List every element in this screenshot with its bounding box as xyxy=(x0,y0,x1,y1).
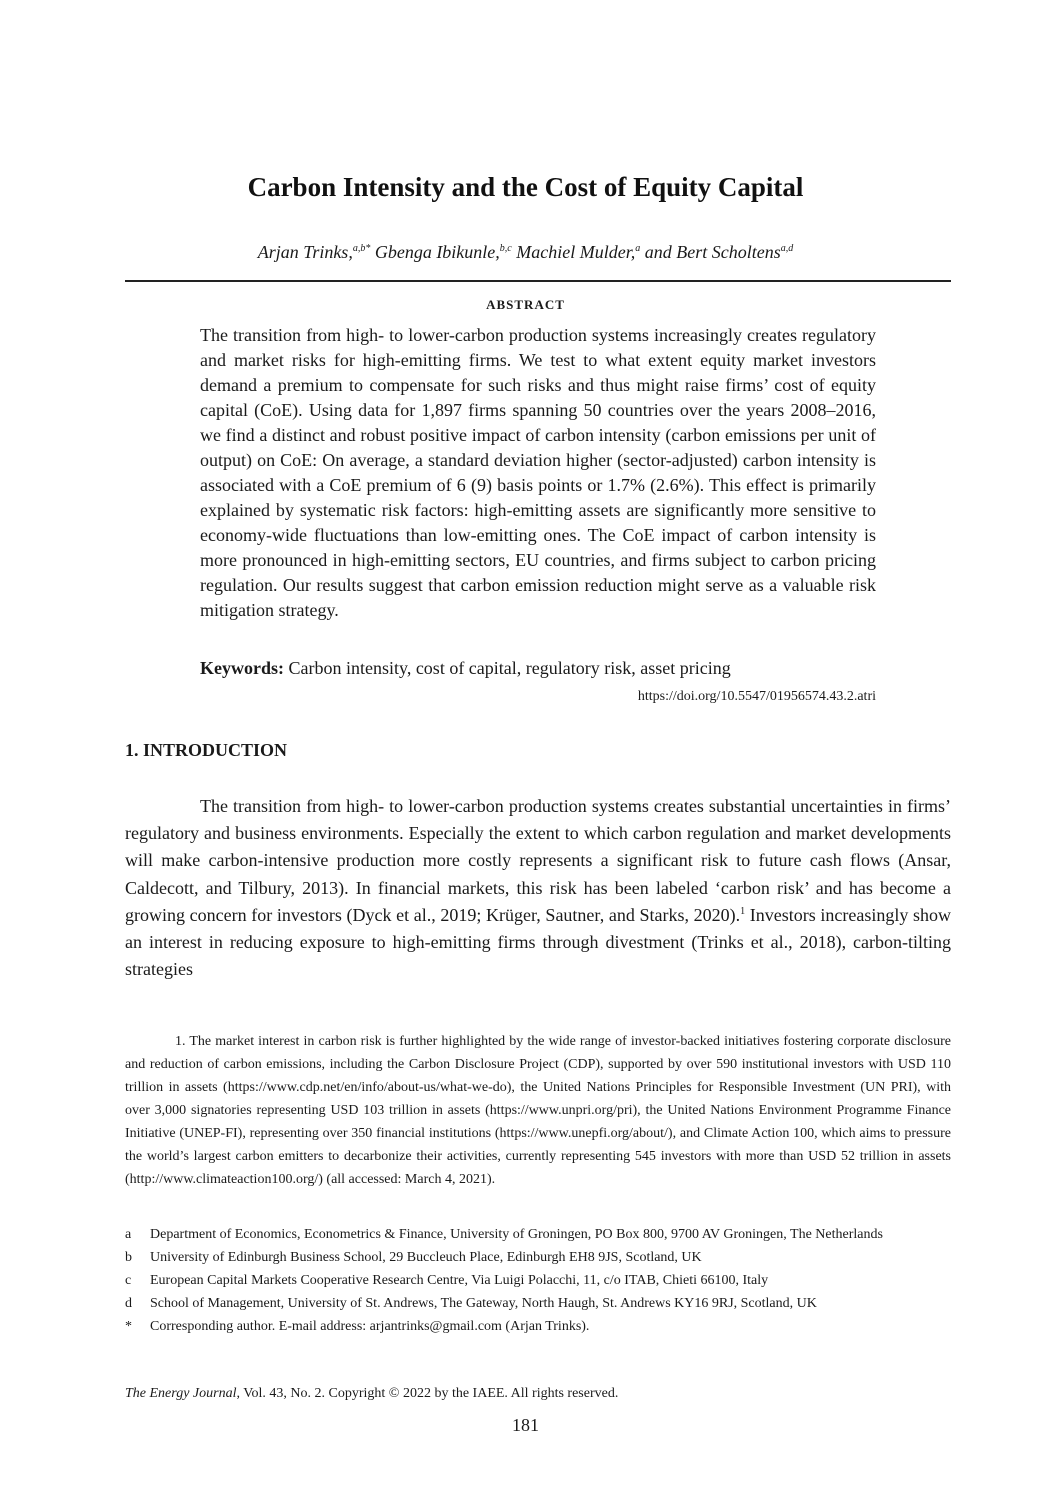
intro-text-part1: The transition from high- to lower-carbon production systems creates substantial uncertainties in firms’ regulatory and business environments. Especially the extent to which carbon regulation and market developments will make carbon-intensive production more costly represents a significant risk to future cash flows (Ansar, Caldecott, and Tilbury, 2013). In financial markets, this risk has been labeled ‘carbon risk’ and has become a growing concern for investors (Dyck et al., 2019; Krüger, Sautner, and Starks, 2020). xyxy=(125,796,951,925)
footnote-1 xyxy=(125,1030,951,1191)
affiliation-mark: b xyxy=(125,1250,132,1265)
page-number: 181 xyxy=(512,1415,539,1435)
author-list xyxy=(0,242,1051,263)
journal-details: , Vol. 43, No. 2. Copyright © 2022 by the IAEE. All rights reserved. xyxy=(236,1386,619,1401)
abstract-heading: ABSTRACT xyxy=(486,297,565,312)
author-name: Machiel Mulder, xyxy=(516,242,636,262)
journal-citation xyxy=(125,1386,618,1402)
author-name: Arjan Trinks, xyxy=(257,242,353,262)
keywords-text: Carbon intensity, cost of capital, regulatory risk, asset pricing xyxy=(284,658,731,678)
author-affiliation-mark: a xyxy=(635,243,641,254)
author-affiliation-mark: a,b* xyxy=(352,243,371,254)
footnote-text: The market interest in carbon risk is further highlighted by the wide range of investor-backed initiatives fostering corporate disclosure and reduction of carbon emissions, including the Carbon Disclosure Project (CDP), supported by over 590 institutional investors with USD 110 trillion in assets (https://www.cdp.net/en/info/about-us/what-we-do), the United Nations Principles for Responsible Investment (UN PRI), with over 3,000 signatories representing USD 103 trillion in assets (https://www.unpri.org/pri), the United Nations Environment Programme Finance Initiative (UNEP-FI), representing over 350 financial institutions (https://www.unepfi.org/about/), and Climate Action 100, which aims to pressure the world’s largest carbon emitters to decarbonize their activities, currently representing 545 investors with more than USD 52 trillion in assets (http://www.climateaction100.org/) (all accessed: March 4, 2021). xyxy=(125,1034,951,1187)
author-name: and Bert Scholtens xyxy=(644,242,781,262)
section-heading-introduction: 1. INTRODUCTION xyxy=(125,740,288,760)
affiliation-item xyxy=(125,1292,951,1315)
affiliation-mark: a xyxy=(125,1227,132,1242)
affiliation-text: European Capital Markets Cooperative Research Centre, Via Luigi Polacchi, 11, c/o ITAB, Chieti 66100, Italy xyxy=(150,1273,769,1288)
paper-title: Carbon Intensity and the Cost of Equity Capital xyxy=(247,172,804,202)
affiliation-item xyxy=(125,1315,951,1338)
title-divider xyxy=(125,280,951,282)
affiliation-item xyxy=(125,1246,951,1269)
affiliation-item xyxy=(125,1223,951,1246)
footnote-number: 1. xyxy=(175,1034,186,1049)
keywords-label: Keywords: xyxy=(200,658,284,678)
journal-name: The Energy Journal xyxy=(125,1386,237,1401)
affiliation-item xyxy=(125,1269,951,1292)
author-affiliation-mark: b,c xyxy=(499,243,512,254)
abstract-text: The transition from high- to lower-carbon production systems increasingly creates regulatory and market risks for high-emitting firms. We test to what extent equity market investors demand a premium to compensate for such risks and thus might raise firms’ cost of equity capital (CoE). Using data for 1,897 firms spanning 50 countries over the years 2008–2016, we find a distinct and robust positive impact of carbon intensity (carbon emissions per unit of output) on CoE: On average, a standard deviation higher (sector-adjusted) carbon intensity is associated with a CoE premium of 6 (9) basis points or 1.7% (2.6%). This effect is primarily explained by systematic risk factors: high-emitting assets are significantly more sensitive to economy-wide fluctuations than low-emitting ones. The CoE impact of carbon intensity is more pronounced in high-emitting sectors, EU countries, and firms subject to carbon pricing regulation. Our results suggest that carbon emission reduction might serve as a valuable risk mitigation strategy. xyxy=(200,325,876,620)
introduction-paragraph xyxy=(125,793,951,983)
author-affiliation-mark: a,d xyxy=(780,243,794,254)
affiliation-text: School of Management, University of St. Andrews, The Gateway, North Haugh, St. Andrews KY16 9RJ, Scotland, UK xyxy=(150,1296,817,1311)
author-name: Gbenga Ibikunle, xyxy=(374,242,500,262)
doi-link[interactable]: https://doi.org/10.5547/01956574.43.2.atri xyxy=(637,689,876,704)
affiliation-text: Corresponding author. E-mail address: arjantrinks@gmail.com (Arjan Trinks). xyxy=(150,1319,590,1334)
affiliation-mark: * xyxy=(125,1319,132,1334)
affiliation-list xyxy=(125,1223,951,1338)
footnote-marker[interactable]: 1 xyxy=(740,905,746,917)
affiliation-mark: d xyxy=(125,1296,132,1311)
affiliation-text: Department of Economics, Econometrics & Finance, University of Groningen, PO Box 800, 9700 AV Groningen, The Netherlands xyxy=(150,1227,883,1242)
affiliation-text: University of Edinburgh Business School, 29 Buccleuch Place, Edinburgh EH8 9JS, Scotland, UK xyxy=(150,1250,702,1265)
affiliation-mark: c xyxy=(125,1273,132,1288)
keywords-line xyxy=(200,656,876,681)
intro-text-part2: Investors increasingly show an interest in reducing exposure to high-emitting firms through divestment (Trinks et al., 2018), carbon-tilting strategies xyxy=(125,904,951,980)
